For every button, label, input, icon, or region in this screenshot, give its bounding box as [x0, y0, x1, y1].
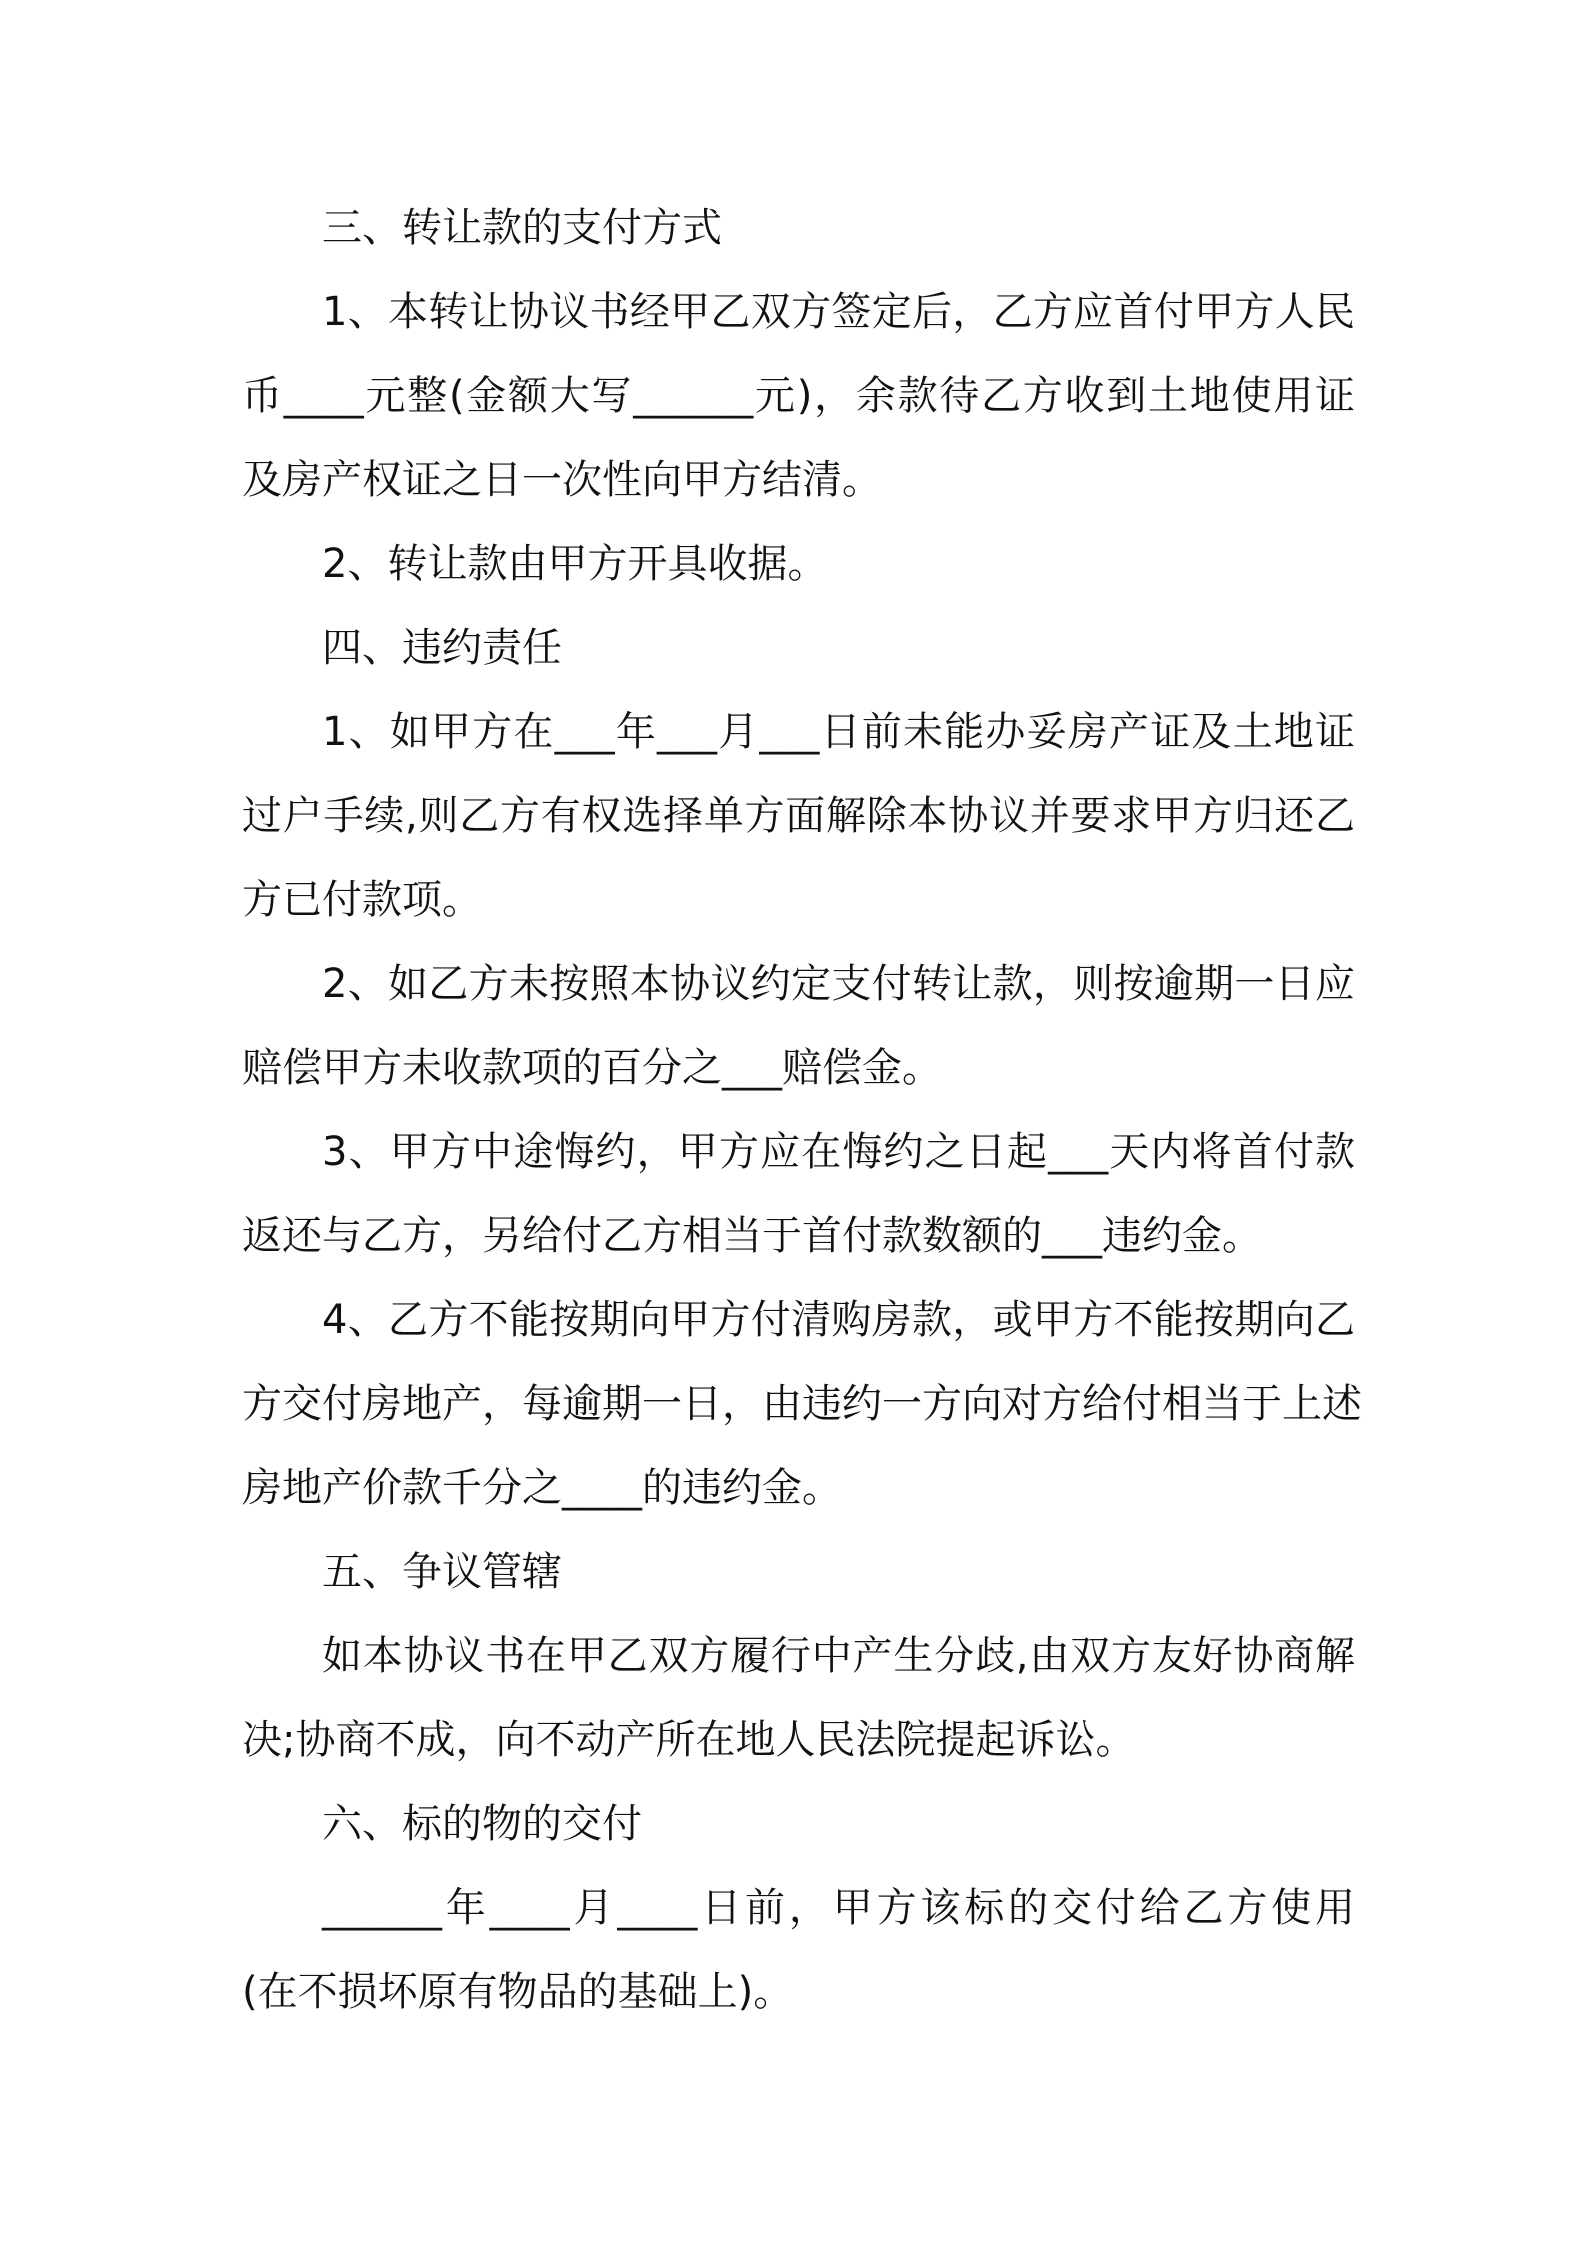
clause-text-line: 房地产价款千分之____的违约金。	[242, 1465, 842, 1511]
clause-text-line: 赔偿甲方未收款项的百分之___赔偿金。	[242, 1045, 942, 1091]
section-heading	[242, 1530, 1355, 1614]
section-heading-text: 四、违约责任	[322, 625, 562, 671]
clause-paragraph	[242, 522, 1355, 606]
document-body	[242, 186, 1362, 2034]
clause-text-line: (在不损坏原有物品的基础上)。	[242, 1969, 794, 2015]
clause-paragraph	[242, 1110, 1355, 1278]
clause-text-line: ______年____月____日前，甲方该标的交付给乙方使用	[322, 1885, 1355, 1931]
clause-text-line: 如本协议书在甲乙双方履行中产生分歧,由双方友好协商解	[322, 1633, 1355, 1679]
section-heading	[242, 606, 1355, 690]
clause-text-line: 决;协商不成，向不动产所在地人民法院提起诉讼。	[242, 1717, 1136, 1763]
clause-text-line: 2、如乙方未按照本协议约定支付转让款，则按逾期一日应	[322, 961, 1355, 1007]
clause-paragraph	[242, 270, 1355, 522]
clause-text-line: 1、本转让协议书经甲乙双方签定后，乙方应首付甲方人民	[322, 289, 1355, 335]
section-heading	[242, 1782, 1355, 1866]
clause-text-line: 方已付款项。	[242, 877, 482, 923]
section-heading-text: 三、转让款的支付方式	[322, 205, 722, 251]
clause-paragraph	[242, 1614, 1355, 1782]
section-heading-text: 五、争议管辖	[322, 1549, 562, 1595]
clause-text-line: 返还与乙方，另给付乙方相当于首付款数额的___违约金。	[242, 1213, 1262, 1259]
clause-paragraph	[242, 1866, 1355, 2034]
section-heading	[242, 186, 1355, 270]
clause-paragraph	[242, 942, 1355, 1110]
clause-text-line: 币____元整(金额大写______元)，余款待乙方收到土地使用证	[242, 373, 1355, 419]
clause-paragraph	[242, 1278, 1362, 1530]
clause-text-line: 及房产权证之日一次性向甲方结清。	[242, 457, 882, 503]
section-heading-text: 六、标的物的交付	[322, 1801, 642, 1847]
clause-text-line: 2、转让款由甲方开具收据。	[322, 541, 828, 587]
clause-text-line: 3、甲方中途悔约，甲方应在悔约之日起___天内将首付款	[322, 1129, 1355, 1175]
clause-text-line: 1、如甲方在___年___月___日前未能办妥房产证及土地证	[322, 709, 1355, 755]
clause-text-line: 方交付房地产，每逾期一日，由违约一方向对方给付相当于上述	[242, 1381, 1362, 1427]
clause-text-line: 过户手续,则乙方有权选择单方面解除本协议并要求甲方归还乙	[242, 793, 1355, 839]
clause-paragraph	[242, 690, 1355, 942]
clause-text-line: 4、乙方不能按期向甲方付清购房款，或甲方不能按期向乙	[322, 1297, 1355, 1343]
